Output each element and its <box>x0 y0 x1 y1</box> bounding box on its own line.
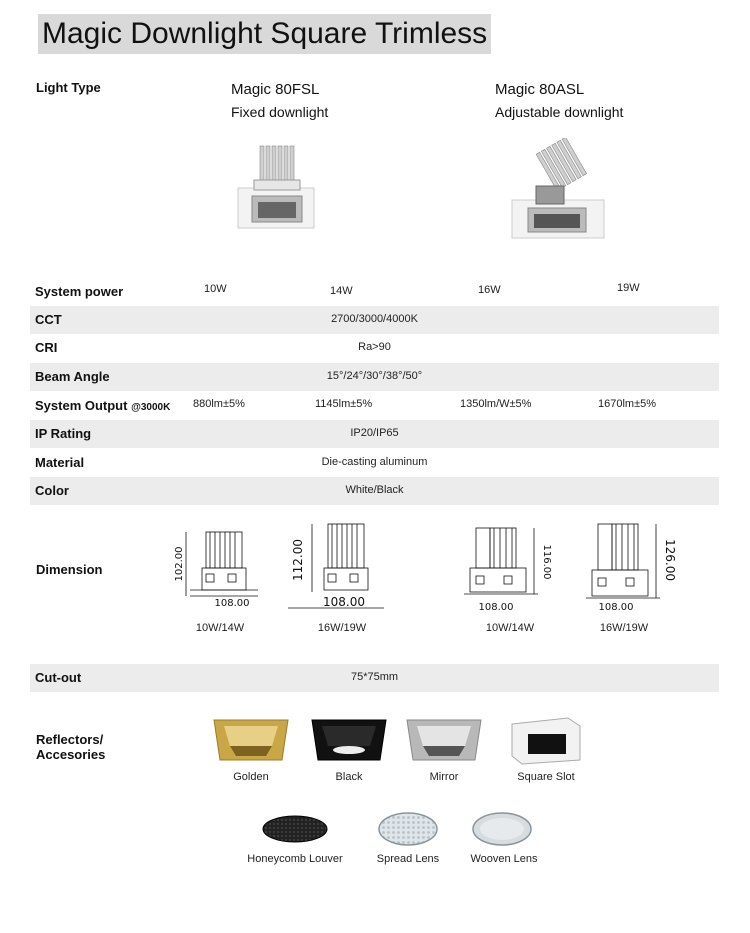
cutout-label: Cut-out <box>35 670 82 685</box>
accessories-label-line2: Accesories <box>36 747 106 762</box>
dimension-label: Dimension <box>36 562 103 577</box>
row-cutout <box>30 664 719 692</box>
model-subtitle-fixed: Fixed downlight <box>231 104 329 120</box>
adjustable-downlight-image <box>506 138 610 242</box>
fixed-downlight-image <box>232 140 322 232</box>
dimension-drawing-2 <box>286 520 386 612</box>
spread-lens-label: Spread Lens <box>376 853 440 865</box>
honeycomb-louver-label: Honeycomb Louver <box>247 853 343 865</box>
dimension-1-width: 108.00 <box>214 598 250 609</box>
system-output-value: 1145lm±5% <box>315 398 373 410</box>
cct-value: 2700/3000/4000K <box>331 313 418 325</box>
wooven-lens-image <box>470 810 534 848</box>
reflector-golden-label: Golden <box>233 771 269 783</box>
cutout-value: 75*75mm <box>350 671 399 683</box>
row-cct <box>30 306 719 334</box>
row-ip-rating <box>30 420 719 448</box>
dimension-4-caption: 16W/19W <box>599 622 649 634</box>
ip-rating-label: IP Rating <box>35 426 92 441</box>
beam-angle-label: Beam Angle <box>35 369 110 384</box>
system-output-label-suffix: @3000K <box>131 402 171 413</box>
reflector-mirror-image <box>403 716 485 764</box>
system-output-label-text: System Output <box>35 398 128 413</box>
color-value: White/Black <box>345 484 404 496</box>
material-label: Material <box>35 455 85 470</box>
dimension-drawing-4 <box>582 520 682 614</box>
dimension-3-caption: 10W/14W <box>485 622 535 634</box>
system-output-value: 1350lm/W±5% <box>460 398 532 410</box>
system-power-label: System power <box>35 284 124 299</box>
dimension-3-width: 108.00 <box>478 602 514 613</box>
ip-rating-value: IP20/IP65 <box>350 427 399 439</box>
system-power-value: 10W <box>204 283 227 295</box>
model-subtitle-adjustable: Adjustable downlight <box>495 104 624 120</box>
reflector-black-label: Black <box>335 771 363 783</box>
row-system-power <box>30 276 719 304</box>
model-name-fixed: Magic 80FSL <box>231 81 320 98</box>
cri-label: CRI <box>35 340 58 355</box>
honeycomb-louver-image <box>260 814 330 844</box>
system-output-label <box>35 398 170 413</box>
row-system-output <box>30 392 719 420</box>
accessories-label <box>36 732 105 762</box>
system-output-value: 1670lm±5% <box>598 398 657 410</box>
dimension-2-caption: 16W/19W <box>317 622 367 634</box>
dimension-1-height: 102.00 <box>174 546 185 582</box>
dimension-drawing-1 <box>172 526 272 610</box>
color-label: Color <box>35 483 69 498</box>
reflector-golden-image <box>210 716 292 764</box>
system-power-value: 19W <box>617 282 640 294</box>
page-title: Magic Downlight Square Trimless <box>38 14 491 54</box>
dimension-2-height: 112.00 <box>291 539 305 581</box>
model-name-adjustable: Magic 80ASL <box>495 81 585 98</box>
reflector-square-slot-image <box>508 712 584 766</box>
cri-value: Ra>90 <box>358 341 391 353</box>
reflector-black-image <box>308 716 390 764</box>
wooven-lens-label: Wooven Lens <box>470 853 538 865</box>
beam-angle-value: 15°/24°/30°/38°/50° <box>326 370 423 382</box>
dimension-1-caption: 10W/14W <box>195 622 245 634</box>
system-output-value: 880lm±5% <box>193 398 245 410</box>
row-color <box>30 477 719 505</box>
accessories-label-line1: Reflectors/ <box>36 732 104 747</box>
row-beam-angle <box>30 363 719 391</box>
material-value: Die-casting aluminum <box>321 456 428 468</box>
dimension-drawing-3 <box>460 522 560 614</box>
cct-label: CCT <box>35 312 62 327</box>
dimension-2-width: 108.00 <box>323 595 365 609</box>
dimension-4-height: 126.00 <box>663 539 677 581</box>
row-material <box>30 449 719 477</box>
reflector-square-slot-label: Square Slot <box>517 771 575 783</box>
reflector-mirror-label: Mirror <box>429 771 459 783</box>
dimension-3-height: 116.00 <box>541 544 552 580</box>
dimension-4-width: 108.00 <box>598 602 634 613</box>
row-cri <box>30 334 719 362</box>
system-power-value: 16W <box>478 284 501 296</box>
light-type-label: Light Type <box>36 80 101 95</box>
system-power-value: 14W <box>330 285 353 297</box>
spread-lens-image <box>376 810 440 848</box>
